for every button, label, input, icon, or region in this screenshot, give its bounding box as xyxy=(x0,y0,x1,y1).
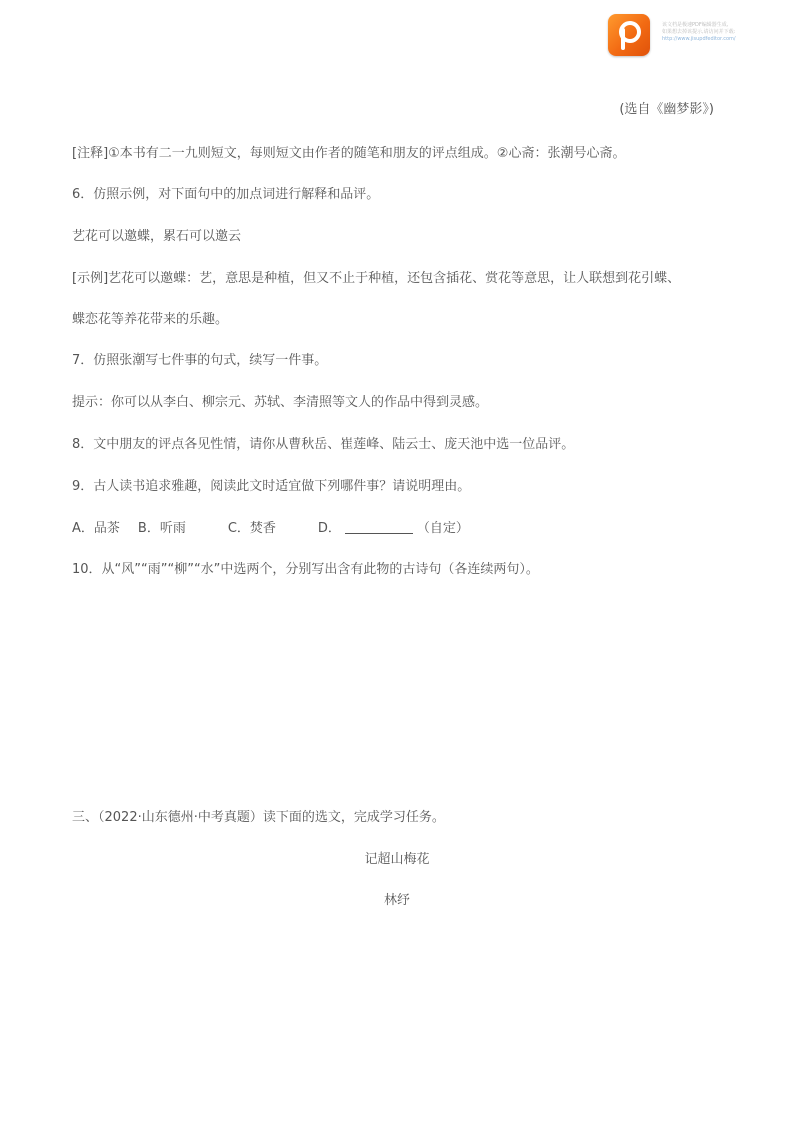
question-7-hint: 提示：你可以从李白、柳宗元、苏轼、李清照等文人的作品中得到灵感。 xyxy=(72,395,489,410)
watermark-line-1: 该文档是极速PDF编辑器生成, xyxy=(662,22,729,28)
essay-author: 林纾 xyxy=(383,893,410,908)
watermark-line-2: 如果想去掉该提示,请访问并下载: xyxy=(662,29,736,35)
option-d-suffix: （自定） xyxy=(416,521,469,536)
annotation-note: [注释]①本书有二一九则短文，每则短文由作者的随笔和朋友的评点组成。②心斋：张潮号心斋。 xyxy=(72,146,626,161)
question-6-sentence: 艺花可以邀蝶，累石可以邀云 xyxy=(72,229,242,244)
question-9-prompt: 9．古人读书追求雅趣，阅读此文时适宜做下列哪件事？请说明理由。 xyxy=(72,479,471,494)
essay-title: 记超山梅花 xyxy=(364,852,430,867)
question-10-prompt: 10．从“风”“雨”“柳”“水”中选两个，分别写出含有此物的古诗句（各连续两句）。 xyxy=(72,562,539,577)
watermark-url[interactable]: http://www.jisupdfeditor.com/ xyxy=(662,36,736,42)
pdf-editor-logo-icon xyxy=(608,14,650,56)
option-d: D． xyxy=(317,521,341,536)
question-6-example-line-2: 蝶恋花等养花带来的乐趣。 xyxy=(72,312,229,327)
section-3-heading: 三、（2022·山东德州·中考真题）读下面的选文，完成学习任务。 xyxy=(72,810,445,825)
question-8-prompt: 8．文中朋友的评点各见性情，请你从曹秋岳、崔莲峰、陆云士、庞天池中选一位品评。 xyxy=(72,437,575,452)
option-d-blank[interactable] xyxy=(345,519,413,534)
option-b: B．听雨 xyxy=(137,521,186,536)
watermark-text xyxy=(662,22,736,43)
option-c: C．焚香 xyxy=(227,521,276,536)
question-7-prompt: 7．仿照张潮写七件事的句式，续写一件事。 xyxy=(72,353,328,368)
source-citation: (选自《幽梦影》) xyxy=(619,102,714,117)
option-a: A．品茶 xyxy=(72,521,120,536)
question-9-options xyxy=(72,519,469,538)
question-6-prompt: 6．仿照示例，对下面句中的加点词进行解释和品评。 xyxy=(72,187,380,202)
question-6-example-line-1: [示例]艺花可以邀蝶：艺，意思是种植，但又不止于种植，还包含插花、赏花等意思，让人联想到花引蝶、 xyxy=(72,271,681,286)
